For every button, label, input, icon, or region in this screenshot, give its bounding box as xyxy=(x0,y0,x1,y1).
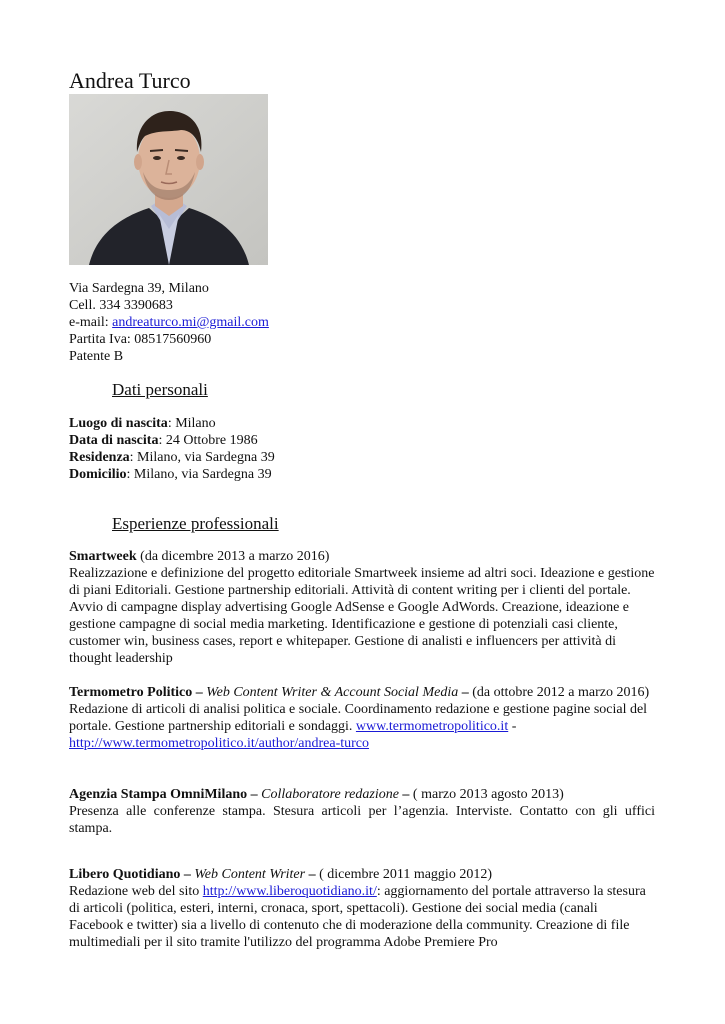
job-separator: – xyxy=(180,867,195,882)
email-link[interactable]: andreaturco.mi@gmail.com xyxy=(112,315,269,330)
cell-line: Cell. 334 3390683 xyxy=(69,298,173,313)
job-role: Web Content Writer xyxy=(194,867,306,882)
personal-label: Luogo di nascita xyxy=(69,416,168,431)
section-title-personal: Dati personali xyxy=(112,380,208,399)
job-header xyxy=(69,866,655,883)
job-period: (da dicembre 2013 a marzo 2016) xyxy=(136,549,330,564)
personal-value: : Milano xyxy=(167,416,216,431)
termometro-site-link[interactable]: www.termometropolitico.it xyxy=(355,719,509,734)
job-entry-omnimilano xyxy=(69,786,655,837)
job-description xyxy=(69,883,655,951)
email-label: e-mail: xyxy=(69,315,113,330)
job-description-text: Redazione web del sito xyxy=(69,884,203,899)
job-separator: – xyxy=(305,867,320,882)
job-description: Presenza alle conferenze stampa. Stesura articoli per l’agenzia. Interviste. Contatto con gli uffici stampa. xyxy=(69,804,655,836)
job-separator: – xyxy=(247,787,262,802)
termometro-author-link[interactable]: http://www.termometropolitico.it/author/andrea-turco xyxy=(69,736,370,751)
job-company: Smartweek xyxy=(69,549,137,564)
vat-line: Partita Iva: 08517560960 xyxy=(69,332,212,347)
job-description-text: Redazione di articoli di analisi politica e sociale. Coordinamento redazione e gestione pagine social del portale. Gestione partnership editoriali e sondaggi. xyxy=(69,702,648,734)
job-description: Realizzazione e definizione del progetto editoriale Smartweek insieme ad altri soci. Ideazione e gestione di piani Editoriali. Gestione partnership editoriali. Attività di content writing per i clienti del portale. Avvio di campagne display advertising Google AdSense e Google AdWords. Creazione, ideazione e gestione campagne di social media marketing. Identificazione e gestione di potenziali casi cliente, customer win, business cases, report e whitepaper. Gestione di analisti e influencers per attività di thought leadership xyxy=(69,566,655,666)
job-header xyxy=(69,786,655,803)
cv-name: Andrea Turco xyxy=(69,68,191,93)
profile-photo xyxy=(69,94,268,265)
section-title-experience: Esperienze professionali xyxy=(112,514,279,533)
personal-label: Residenza xyxy=(69,450,130,465)
personal-label: Data di nascita xyxy=(69,433,159,448)
libero-site-link[interactable]: http://www.liberoquotidiano.it/ xyxy=(202,884,377,899)
job-company: Libero Quotidiano xyxy=(69,867,181,882)
personal-item xyxy=(69,449,655,466)
address-line: Via Sardegna 39, Milano xyxy=(69,281,209,296)
job-company: Agenzia Stampa OmniMilano xyxy=(69,787,248,802)
personal-value: : Milano, via Sardegna 39 xyxy=(129,450,275,465)
job-separator: – xyxy=(398,787,413,802)
job-role: Web Content Writer & Account Social Media xyxy=(206,685,459,700)
job-separator: – xyxy=(458,685,473,700)
personal-item xyxy=(69,432,655,449)
link-separator: - xyxy=(508,719,517,734)
job-period: ( marzo 2013 agosto 2013) xyxy=(412,787,564,802)
job-header xyxy=(69,548,655,565)
email-line xyxy=(69,314,269,331)
personal-label: Domicilio xyxy=(69,467,127,482)
license-line: Patente B xyxy=(69,349,124,364)
job-separator: – xyxy=(192,685,207,700)
personal-value: : Milano, via Sardegna 39 xyxy=(126,467,272,482)
job-period: ( dicembre 2011 maggio 2012) xyxy=(319,867,492,882)
job-description xyxy=(69,701,655,752)
job-entry-libero xyxy=(69,866,655,951)
job-company: Termometro Politico xyxy=(69,685,193,700)
job-period: (da ottobre 2012 a marzo 2016) xyxy=(472,685,650,700)
job-entry-termometro xyxy=(69,684,655,752)
personal-value: : 24 Ottobre 1986 xyxy=(158,433,258,448)
job-description-text: : aggiornamento del portale attraverso la stesura di articoli (politica, esteri, interni, cronaca, sport, spettacoli). Gestione dei social media (canali Facebook e twitter) sia a livello di contenuto che di moderazione della community. Creazione di file multimediali per il sito tramite l'utilizzo del programma Adobe Premiere Pro xyxy=(69,884,646,950)
job-role: Collaboratore redazione xyxy=(261,787,399,802)
job-entry-smartweek xyxy=(69,548,655,667)
contact-info xyxy=(69,280,269,365)
personal-data-list xyxy=(69,415,655,483)
job-header xyxy=(69,684,655,701)
personal-item xyxy=(69,415,655,432)
personal-item xyxy=(69,466,655,483)
